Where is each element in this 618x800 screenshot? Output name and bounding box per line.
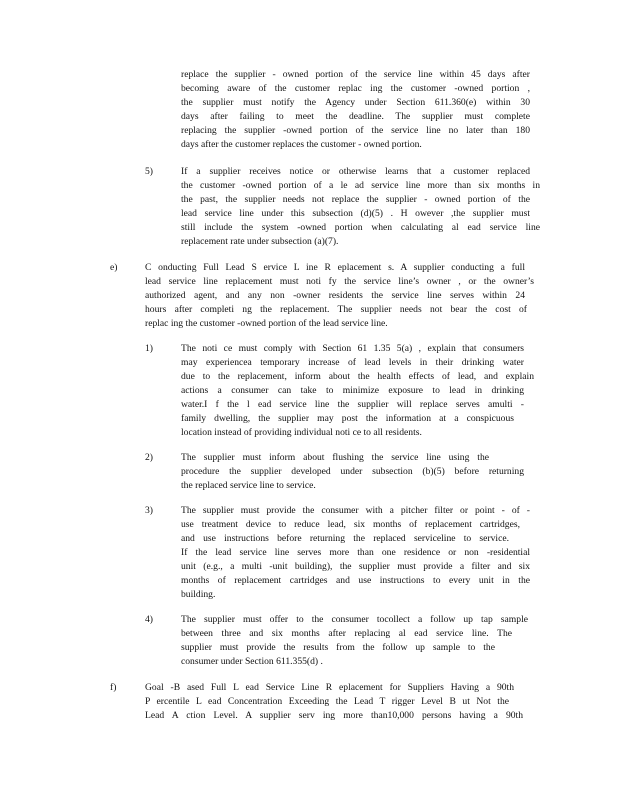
text-line: due to the replacement, inform about the health effects of lead, and explain (181, 371, 534, 382)
text-line: the supplier must notify the Agency under Section 611.360(e) within 30 (181, 97, 530, 108)
text-line: water.I f the l ead service line the supplier will replace serves amulti - (181, 399, 524, 410)
text-line: C onducting Full Lead S ervice L ine R eplacement s. A supplier conducting a full (145, 262, 525, 273)
text-line: months of replacement cartridges and use instructions to every unit in the (181, 575, 530, 586)
text-line: hours after completi ng the replacement. The supplier needs not bear the cost of (145, 304, 527, 315)
text-line: building. (181, 589, 216, 600)
item-number: 2) (145, 452, 153, 463)
item-number: 4) (145, 614, 153, 625)
text-line: between three and six months after replacing al ead service line. The (181, 628, 512, 639)
text-line: The supplier must provide the consumer with a pitcher filter or point - of - (181, 505, 530, 516)
text-line: authorized agent, and any non -owner residents the service line serves within 24 (145, 290, 525, 301)
item-number: 5) (145, 166, 153, 177)
text-line: If the lead service line serves more than one residence or non -residential (181, 547, 530, 558)
text-line: replace the supplier - owned portion of the service line within 45 days after (181, 69, 530, 80)
text-line: The supplier must offer to the consumer tocollect a follow up tap sample (181, 614, 528, 625)
text-line: supplier must provide the results from the follow up sample to the (181, 642, 495, 653)
section-letter: f) (110, 682, 117, 693)
text-line: the replaced service line to service. (181, 480, 316, 491)
text-line: lead service line replacement must noti fy the service line’s owner , or the owner’s (145, 276, 534, 287)
text-line: Goal -B ased Full L ead Service Line R eplacement for Suppliers Having a 90th (145, 682, 514, 693)
section-letter: e) (110, 262, 118, 273)
text-line: the customer -owned portion of a le ad service line more than six months in (181, 180, 540, 191)
text-line: consumer under Section 611.355(d) . (181, 656, 323, 667)
text-line: If a supplier receives notice or otherwise learns that a customer replaced (181, 166, 530, 177)
text-line: family dwelling, the supplier may post the information at a conspicuous (181, 413, 514, 424)
text-line: Lead A ction Level. A supplier serv ing more than10,000 persons having a 90th (145, 710, 523, 721)
text-line: location instead of providing individual noti ce to all residents. (181, 427, 422, 438)
text-line: lead service line under this subsection (d)(5) . H owever ,the supplier must (181, 208, 530, 219)
item-number: 3) (145, 505, 153, 516)
text-line: P ercentile L ead Concentration Exceeding the Lead T rigger Level B ut Not the (145, 696, 509, 707)
text-line: becoming aware of the customer replac ing the customer -owned portion , (181, 83, 530, 94)
text-line: The supplier must inform about flushing the service line using the (181, 452, 489, 463)
text-line: replac ing the customer -owned portion of the lead service line. (145, 318, 388, 329)
text-line: days after failing to meet the deadline. The supplier must complete (181, 111, 530, 122)
text-line: replacing the supplier -owned portion of the service line no later than 180 (181, 125, 530, 136)
text-line: use treatment device to reduce lead, six months of replacement cartridges, (181, 519, 520, 530)
text-line: replacement rate under subsection (a)(7). (181, 236, 339, 247)
text-line: actions a consumer can take to minimize exposure to lead in drinking (181, 385, 524, 396)
text-line: the past, the supplier needs not replace the supplier - owned portion of the (181, 194, 530, 205)
text-line: The noti ce must comply with Section 61 1.35 5(a) , explain that consumers (181, 343, 524, 354)
text-line: may experiencea temporary increase of lead levels in their drinking water (181, 357, 524, 368)
text-line: days after the customer replaces the customer - owned portion. (181, 139, 422, 150)
text-line: still include the system -owned portion when calculating al ead service line (181, 222, 540, 233)
text-line: unit (e.g., a multi -unit building), the supplier must provide a filter and six (181, 561, 530, 572)
item-number: 1) (145, 343, 153, 354)
text-line: procedure the supplier developed under subsection (b)(5) before returning (181, 466, 524, 477)
text-line: and use instructions before returning the replaced serviceline to service. (181, 533, 509, 544)
